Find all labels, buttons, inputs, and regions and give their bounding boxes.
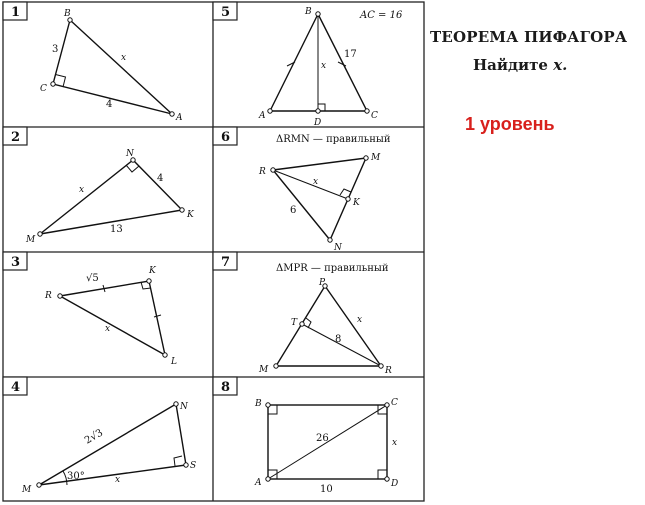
problem-note: ΔMPR — правильный <box>276 263 389 274</box>
vertex-label: N <box>334 243 342 253</box>
vertex-label: M <box>371 153 381 163</box>
angle-label: 30° <box>67 471 85 482</box>
figure-5-triangle <box>268 12 369 113</box>
side-label: 4 <box>157 173 164 184</box>
level-label: 1 уровень <box>465 114 555 134</box>
vertex-label: B <box>64 9 71 19</box>
side-label: 3 <box>52 44 59 55</box>
vertex-label: N <box>126 149 134 159</box>
vertex-label: R <box>385 366 392 376</box>
number-boxes <box>3 2 237 395</box>
vertex-label: A <box>255 478 262 488</box>
vertex-label: L <box>171 357 177 367</box>
vertex-label: A <box>176 113 183 123</box>
figure-3-triangle <box>58 279 167 357</box>
problem-number: 6 <box>221 130 231 145</box>
vertex-label: C <box>40 84 47 94</box>
side-label: x <box>121 53 127 63</box>
vertex-label: S <box>190 461 197 471</box>
problem-number: 5 <box>221 5 231 20</box>
vertex-label: A <box>259 111 266 121</box>
sheet-subtitle <box>473 56 567 74</box>
problem-number: 4 <box>11 380 21 395</box>
side-label: x <box>392 438 398 448</box>
problem-note: ΔRMN — правильный <box>276 134 391 145</box>
vertex-label: C <box>391 398 398 408</box>
side-label: 8 <box>335 334 342 345</box>
figure-1-triangle <box>51 18 174 116</box>
figure-4-triangle <box>37 402 188 487</box>
problem-number: 3 <box>11 255 21 270</box>
problem-number: 7 <box>221 255 231 270</box>
vertex-label: R <box>45 291 52 301</box>
problem-note: AC = 16 <box>360 10 403 21</box>
sheet-title: ТЕОРЕМА ПИФАГОРА <box>430 28 628 46</box>
vertex-label: T <box>291 318 298 328</box>
problem-number: 8 <box>221 380 231 395</box>
side-label: x <box>115 475 121 485</box>
problem-number: 1 <box>11 5 21 20</box>
vertex-label: B <box>255 399 262 409</box>
side-label: 10 <box>320 484 333 495</box>
side-label: x <box>105 324 111 334</box>
side-label: x <box>357 315 363 325</box>
vertex-label: D <box>391 479 399 489</box>
side-label: 26 <box>316 433 329 444</box>
side-label: x <box>313 177 319 187</box>
vertex-label: B <box>305 7 312 17</box>
side-label: 13 <box>110 224 123 235</box>
side-label: 6 <box>290 205 297 216</box>
vertex-label: M <box>259 365 269 375</box>
side-label: x <box>79 185 85 195</box>
subtitle-text: Найдите <box>473 56 548 74</box>
vertex-label: M <box>26 235 36 245</box>
vertex-label: K <box>187 210 194 220</box>
subtitle-variable: x. <box>553 56 568 74</box>
vertex-label: P <box>319 278 326 288</box>
side-label: 4 <box>106 99 113 110</box>
vertex-label: K <box>353 198 360 208</box>
vertex-label: D <box>314 118 322 128</box>
vertex-label: N <box>180 402 188 412</box>
side-label: √5 <box>86 273 99 284</box>
side-label: 2√3 <box>83 427 106 447</box>
problem-number: 2 <box>11 130 21 145</box>
side-label: x <box>321 61 327 71</box>
vertex-label: C <box>371 111 378 121</box>
vertex-label: R <box>259 167 266 177</box>
side-label: 17 <box>344 49 357 60</box>
vertex-label: M <box>22 485 32 495</box>
vertex-label: K <box>149 266 156 276</box>
